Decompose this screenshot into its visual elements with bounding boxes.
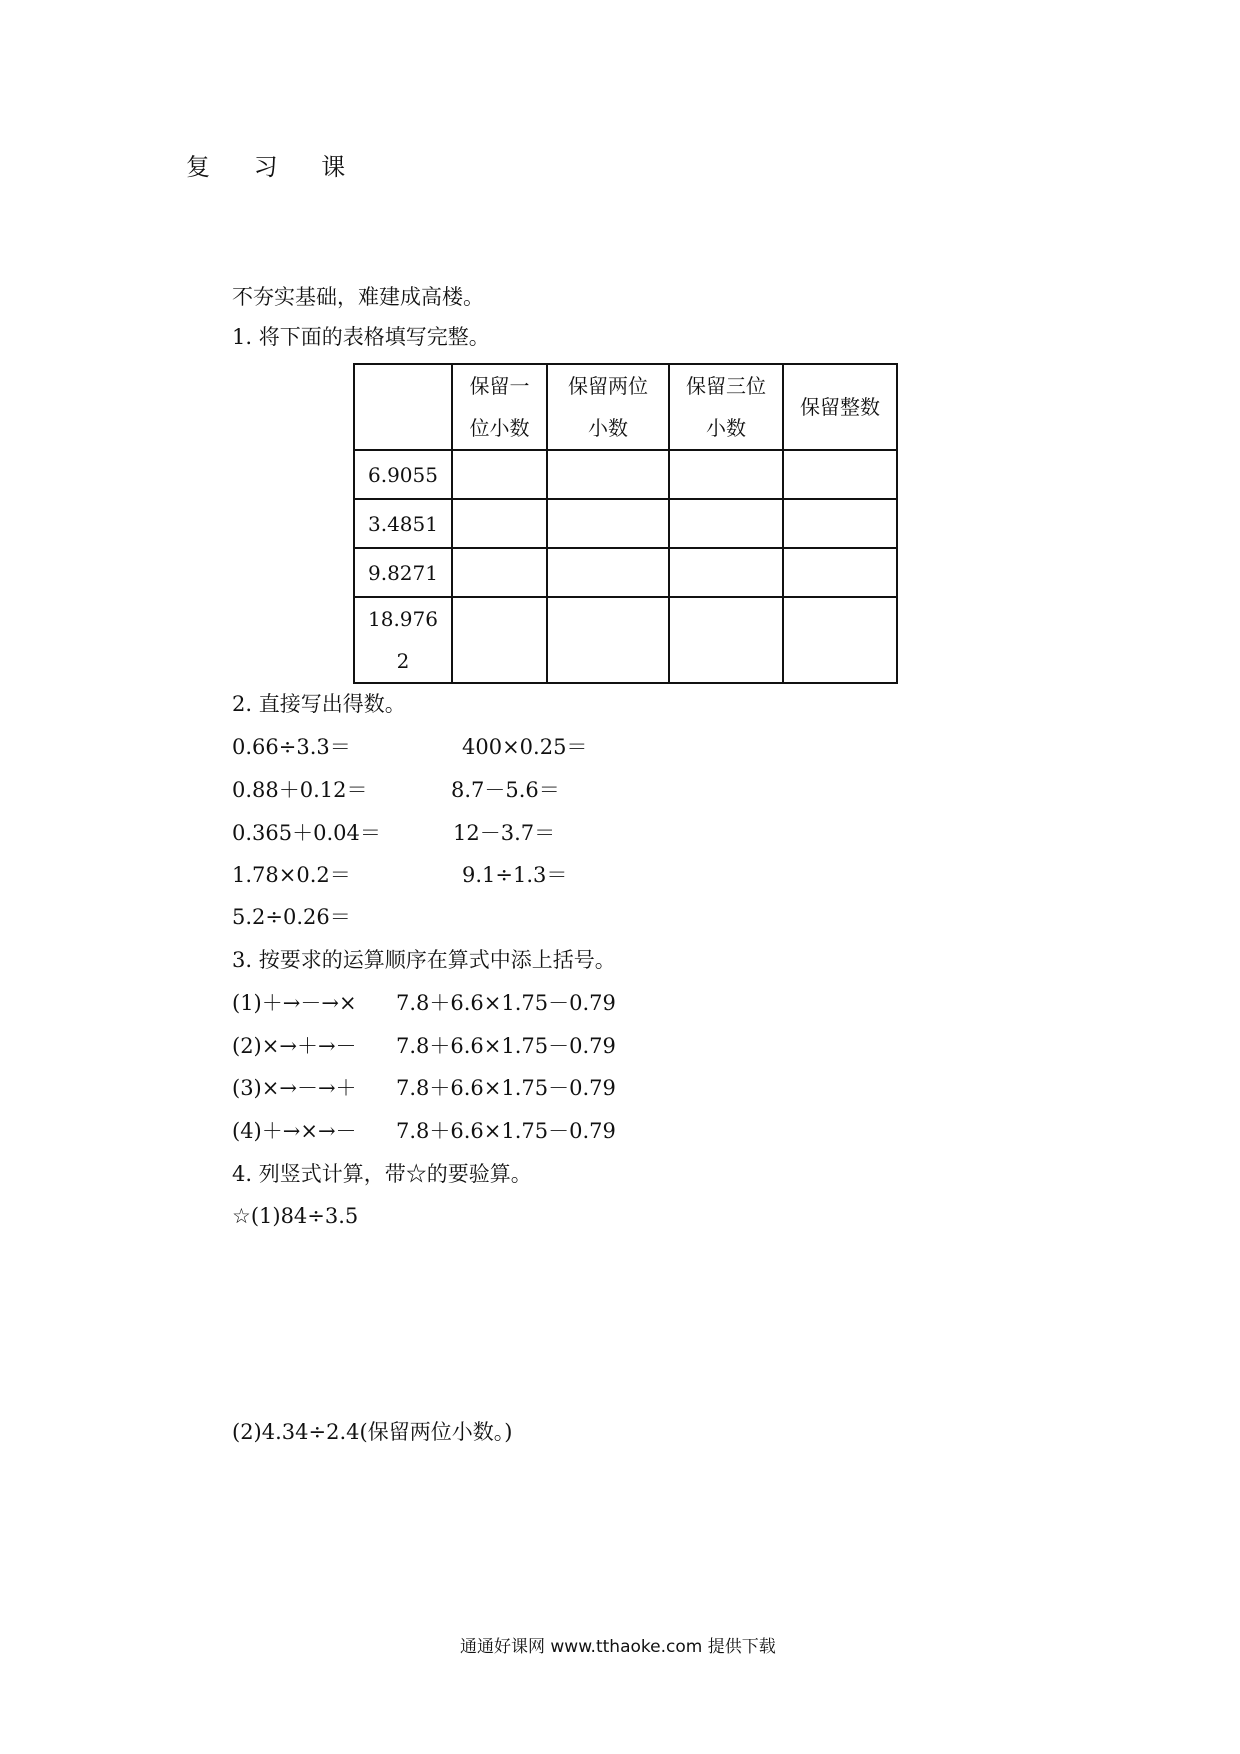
- table-header-row: [354, 364, 897, 450]
- answer-cell: [669, 597, 783, 683]
- table-header-cell: 保留两位 小数: [547, 364, 669, 450]
- answer-cell: [452, 450, 547, 499]
- page-title: 复 习 课: [186, 153, 364, 181]
- q2-item: 1.78×0.2＝: [232, 863, 351, 887]
- q3-order: (1)＋→－→×: [232, 991, 357, 1015]
- q4-item: ☆(1)84÷3.5: [232, 1204, 359, 1228]
- row-number: 6.9055: [354, 450, 452, 499]
- q3-order: (3)×→－→＋: [232, 1076, 357, 1100]
- footer-note: 通通好课网 www.tthaoke.com 提供下载: [460, 1637, 776, 1657]
- table-row: [354, 499, 897, 548]
- answer-cell: [783, 597, 897, 683]
- q1-prompt: 1. 将下面的表格填写完整。: [232, 325, 490, 349]
- answer-cell: [547, 450, 669, 499]
- answer-cell: [452, 548, 547, 597]
- table-row: [354, 548, 897, 597]
- table-header-cell: 保留整数: [783, 364, 897, 450]
- row-number: 18.976 2: [354, 597, 452, 683]
- answer-cell: [452, 499, 547, 548]
- q3-expression: 7.8＋6.6×1.75－0.79: [396, 991, 616, 1015]
- table-row: [354, 597, 897, 683]
- q3-expression: 7.8＋6.6×1.75－0.79: [396, 1034, 616, 1058]
- answer-cell: [452, 597, 547, 683]
- q2-item: 12－3.7＝: [453, 821, 556, 845]
- rounding-table: [353, 363, 898, 684]
- motto: 不夯实基础，难建成高楼。: [232, 285, 484, 309]
- q3-expression: 7.8＋6.6×1.75－0.79: [396, 1119, 616, 1143]
- q3-prompt: 3. 按要求的运算顺序在算式中添上括号。: [232, 948, 616, 972]
- answer-cell: [669, 499, 783, 548]
- q4-item: (2)4.34÷2.4(保留两位小数。): [232, 1420, 513, 1444]
- table-header-cell: [354, 364, 452, 450]
- q3-order: (2)×→＋→－: [232, 1034, 357, 1058]
- table-row: [354, 450, 897, 499]
- answer-cell: [547, 499, 669, 548]
- q2-item: 0.365＋0.04＝: [232, 821, 381, 845]
- q2-item: 0.66÷3.3＝: [232, 735, 351, 759]
- q2-item: 400×0.25＝: [462, 735, 588, 759]
- answer-cell: [783, 450, 897, 499]
- table-header-cell: 保留一 位小数: [452, 364, 547, 450]
- q2-item: 9.1÷1.3＝: [462, 863, 568, 887]
- answer-cell: [669, 548, 783, 597]
- answer-cell: [783, 548, 897, 597]
- answer-cell: [669, 450, 783, 499]
- row-number: 9.8271: [354, 548, 452, 597]
- q3-expression: 7.8＋6.6×1.75－0.79: [396, 1076, 616, 1100]
- answer-cell: [783, 499, 897, 548]
- answer-cell: [547, 597, 669, 683]
- answer-cell: [547, 548, 669, 597]
- q2-prompt: 2. 直接写出得数。: [232, 692, 406, 716]
- table-header-cell: 保留三位 小数: [669, 364, 783, 450]
- row-number: 3.4851: [354, 499, 452, 548]
- q2-item: 5.2÷0.26＝: [232, 905, 351, 929]
- q2-item: 0.88＋0.12＝: [232, 778, 368, 802]
- q4-prompt: 4. 列竖式计算，带☆的要验算。: [232, 1162, 532, 1186]
- q3-order: (4)＋→×→－: [232, 1119, 357, 1143]
- q2-item: 8.7－5.6＝: [451, 778, 560, 802]
